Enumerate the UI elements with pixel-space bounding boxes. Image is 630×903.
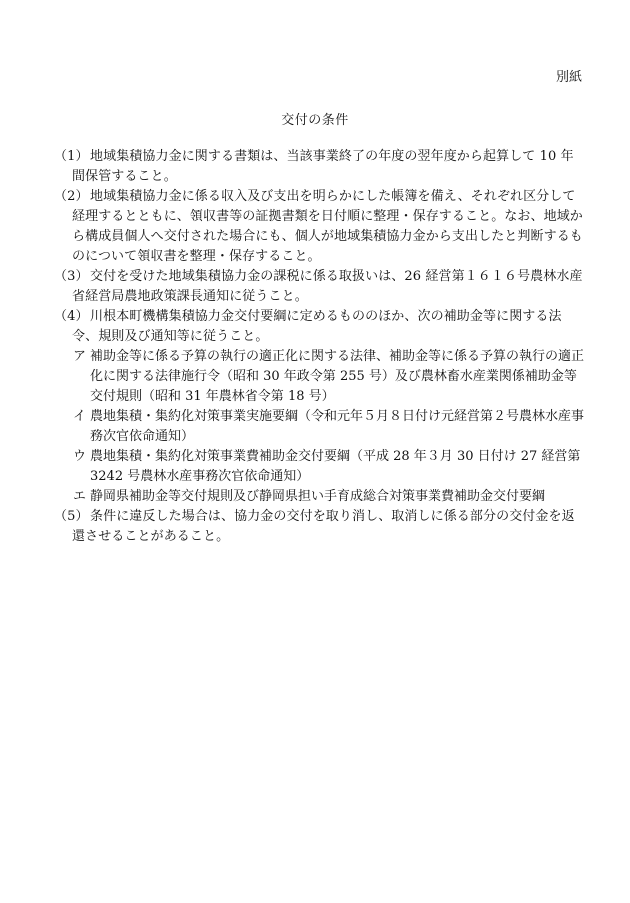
subcondition-item-e [54,487,584,507]
subcondition-mark: ウ [73,449,87,464]
condition-item-4 [54,307,584,347]
subcondition-text: 農地集積・集約化対策事業費補助金交付要綱（平成 28 年３月 30 日付け 27 経営第 3242 号農林水産事務次官依命通知） [90,449,581,484]
condition-number: （1） [54,149,89,164]
subcondition-mark: エ [73,489,87,504]
condition-text: 交付を受けた地域集積協力金の課税に係る取扱いは、26 経営第１６１６号農林水産省経営局農地政策課長通知に従うこと。 [72,269,583,304]
subcondition-mark: イ [73,409,87,424]
conditions-list [54,147,584,547]
condition-item-2 [54,187,584,267]
subcondition-mark: ア [73,349,87,364]
attachment-label: 別紙 [555,70,582,85]
condition-text: 地域集積協力金に係る収入及び支出を明らかにした帳簿を備え、それぞれ区分して経理するとともに、領収書等の証拠書類を日付順に整理・保存すること。なお、地域から構成員個人へ交付された場合にも、個人が地域集積協力金から支出したと判断するものについて領収書を整理・保存すること。 [72,189,583,264]
condition-number: （5） [54,509,89,524]
condition-number: （2） [54,189,89,204]
subcondition-item-a [54,347,584,407]
condition-number: （3） [54,269,89,284]
subcondition-text: 静岡県補助金等交付規則及び静岡県担い手育成総合対策事業費補助金交付要綱 [90,489,546,504]
condition-item-5 [54,507,584,547]
condition-text: 地域集積協力金に関する書類は、当該事業終了の年度の翌年度から起算して 10 年間保管すること。 [72,149,574,184]
condition-item-1 [54,147,584,187]
subcondition-item-i [54,407,584,447]
condition-number: （4） [54,309,89,324]
subcondition-text: 補助金等に係る予算の執行の適正化に関する法律、補助金等に係る予算の執行の適正化に関する法律施行令（昭和 30 年政令第 255 号）及び農林畜水産業関係補助金等交付規則（昭和 31 年農林省令第 18 号） [90,349,585,404]
condition-item-3 [54,267,584,307]
subcondition-item-u [54,447,584,487]
condition-text: 川根本町機構集積協力金交付要綱に定めるもののほか、次の補助金等に関する法令、規則及び通知等に従うこと。 [72,309,562,344]
subcondition-text: 農地集積・集約化対策事業実施要綱（令和元年５月８日付け元経営第２号農林水産事務次官依命通知） [90,409,585,444]
document-title: 交付の条件 [281,113,349,128]
condition-text: 条件に違反した場合は、協力金の交付を取り消し、取消しに係る部分の交付金を返還させることがあること。 [72,509,575,544]
